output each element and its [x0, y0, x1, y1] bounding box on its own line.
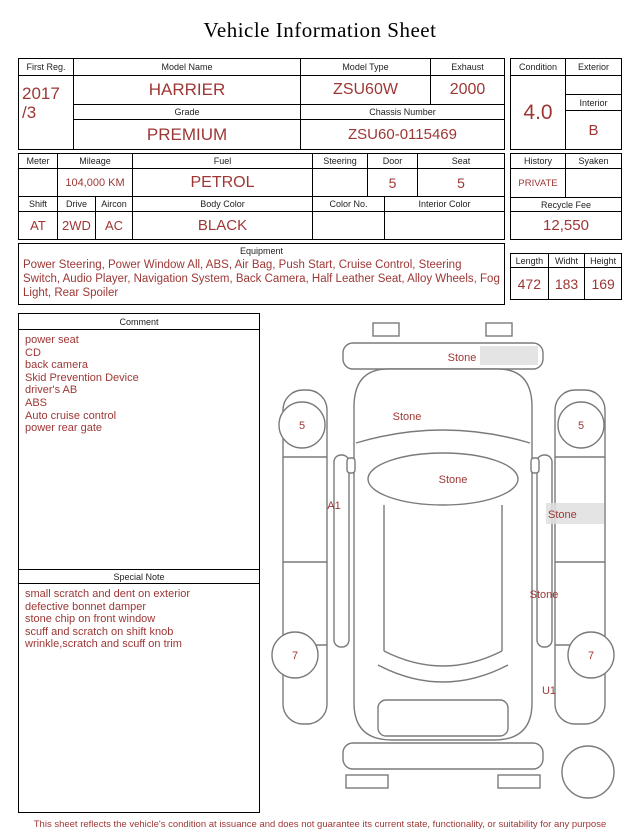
- special-note-list: [19, 584, 259, 812]
- mark-stone-top: Stone: [447, 352, 477, 364]
- mark-stone-right-upper: Stone: [548, 509, 577, 521]
- mark-wheel-front-left: 5: [298, 420, 306, 432]
- model-type-label: Model Type: [300, 59, 430, 75]
- aircon-label: Aircon: [95, 197, 132, 211]
- mark-stone-hood: Stone: [392, 411, 422, 423]
- color-no-value: [312, 211, 384, 239]
- condition-value: 4.0: [511, 75, 565, 149]
- door-value: 5: [367, 168, 417, 196]
- equipment-label: Equipment: [239, 245, 284, 256]
- special-note-item: stone chip on front window: [25, 613, 156, 626]
- right-mirror: [531, 458, 539, 473]
- history-value: PRIVATE: [511, 168, 565, 197]
- fuel-label: Fuel: [132, 154, 312, 168]
- recycle-fee-label: Recycle Fee: [511, 197, 621, 211]
- mark-u1-rear-right: U1: [541, 685, 557, 697]
- model-name-value: HARRIER: [73, 75, 300, 104]
- mark-a1-left-panel: A1: [327, 500, 341, 512]
- first-reg-label: First Reg.: [26, 62, 66, 72]
- comment-item: CD: [25, 346, 41, 359]
- car-body: [354, 369, 532, 740]
- meter-label: Meter: [26, 156, 50, 166]
- special-note-item: small scratch and dent on exterior: [25, 588, 191, 600]
- vehicle-spec-table: [18, 153, 505, 240]
- shift-label: Shift: [28, 199, 47, 209]
- comment-item: Skid Prevention Device: [25, 371, 139, 384]
- drive-value: 2WD: [57, 211, 95, 239]
- mileage-label: Mileage: [57, 154, 132, 168]
- chassis-number-value: ZSU60-0115469: [300, 119, 504, 149]
- grade-value: PREMIUM: [73, 119, 300, 149]
- steering-label: Steering: [312, 154, 367, 168]
- rear-bumper: [343, 743, 543, 769]
- steering-value: [312, 168, 367, 196]
- right-rocker-strip: [537, 455, 552, 647]
- special-note-label: Special Note: [19, 569, 259, 584]
- spare-wheel: [562, 746, 614, 798]
- disclaimer-text: This sheet reflects the vehicle's condition at issuance and does not guarantee its current state, functionality, or suitability for any purpose: [33, 819, 607, 830]
- length-label: Length: [515, 255, 544, 266]
- door-label: Door: [367, 154, 417, 168]
- equipment-section: [18, 243, 505, 305]
- interior-color-value: [384, 211, 504, 239]
- car-damage-diagram: [260, 315, 634, 815]
- trunk: [378, 700, 508, 736]
- comment-item: power seat: [25, 334, 79, 346]
- height-label: Height: [584, 254, 621, 267]
- exterior-value: [565, 75, 621, 94]
- history-table: [510, 153, 622, 240]
- page-title: Vehicle Information Sheet: [203, 18, 437, 42]
- interior-label: Interior: [565, 94, 621, 110]
- comment-item: Auto cruise control: [25, 409, 117, 422]
- comment-item: driver's AB: [25, 384, 78, 397]
- mark-wheel-rear-left: 7: [291, 650, 299, 662]
- comment-item: back camera: [25, 359, 88, 372]
- first-reg-value: [19, 75, 73, 149]
- exhaust-value: 2000: [430, 75, 504, 104]
- special-note-item: scuff and scratch on shift knob: [25, 625, 174, 638]
- left-mirror: [347, 458, 355, 473]
- width-value: 183: [548, 267, 585, 299]
- exterior-label: Exterior: [565, 59, 621, 75]
- comment-item: power rear gate: [25, 422, 103, 435]
- mark-wheel-rear-right: 7: [587, 650, 595, 662]
- condition-grade-table: [510, 58, 622, 150]
- model-name-label: Model Name: [73, 59, 300, 75]
- shift-value: AT: [19, 211, 57, 239]
- aircon-value: AC: [95, 211, 132, 239]
- meter-value: [19, 168, 57, 196]
- body-color-label: Body Color: [132, 197, 312, 211]
- color-no-label: Color No.: [312, 197, 384, 211]
- seat-label: Seat: [417, 154, 504, 168]
- mark-stone-right-lower: Stone: [529, 589, 559, 601]
- special-note-item: wrinkle,scratch and scuff on trim: [25, 638, 182, 651]
- condition-label: Condition: [518, 62, 558, 72]
- seat-value: 5: [417, 168, 504, 196]
- first-reg-month: /3: [22, 103, 37, 122]
- mark-stone-windshield: Stone: [438, 474, 468, 486]
- body-color-value: BLACK: [132, 211, 312, 239]
- dimensions-table: [510, 253, 622, 300]
- exhaust-label: Exhaust: [430, 59, 504, 75]
- front-light-right: [486, 323, 512, 336]
- height-value: 169: [584, 267, 621, 299]
- fuel-value: PETROL: [132, 168, 312, 196]
- grade-label: Grade: [73, 104, 300, 119]
- comment-list: [19, 330, 259, 569]
- special-note-item: defective bonnet damper: [25, 600, 147, 613]
- first-reg-year: 2017: [22, 84, 60, 103]
- left-rocker-strip: [334, 455, 349, 647]
- history-label: History: [523, 156, 552, 166]
- vehicle-main-table: [18, 58, 505, 150]
- width-label: Widht: [548, 254, 585, 267]
- chassis-number-label: Chassis Number: [300, 104, 504, 119]
- notes-column: [18, 313, 260, 813]
- mileage-value: 104,000 KM: [57, 168, 132, 196]
- comment-item: ABS: [25, 396, 48, 409]
- front-light-left: [373, 323, 399, 336]
- equipment-value: Power Steering, Power Window All, ABS, Air Bag, Push Start, Cruise Control, Steering Switch, Audio Player, Navigation System, Back Camera, Half Leather Seat, Alloy Wheels, Fog Light, Rear Spoiler: [23, 259, 500, 299]
- comment-label: Comment: [19, 314, 259, 330]
- interior-color-label: Interior Color: [384, 197, 504, 211]
- syaken-value: [565, 168, 621, 197]
- rear-light-right: [498, 775, 540, 788]
- rear-light-left: [346, 775, 388, 788]
- interior-value: B: [565, 110, 621, 149]
- drive-label: Drive: [57, 197, 95, 211]
- model-type-value: ZSU60W: [300, 75, 430, 104]
- syaken-label: Syaken: [565, 154, 621, 168]
- length-value: 472: [511, 267, 548, 299]
- damage-patch-top: [480, 346, 538, 365]
- mark-wheel-front-right: 5: [577, 420, 585, 432]
- recycle-fee-value: 12,550: [511, 211, 621, 239]
